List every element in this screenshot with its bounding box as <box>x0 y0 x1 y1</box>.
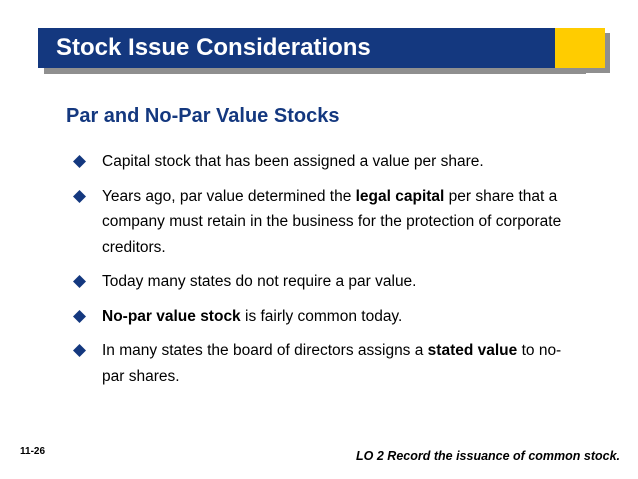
bullet-text-segment: Today many states do not require a par value. <box>102 273 417 290</box>
bullet-text-segment: Capital stock that has been assigned a value per share. <box>102 153 484 170</box>
bullet-item <box>70 338 580 389</box>
diamond-bullet-icon <box>73 344 86 357</box>
bullet-text-segment: to no-par shares. <box>102 342 562 385</box>
bullet-text <box>102 342 561 385</box>
bold-term: No-par value stock <box>102 307 241 325</box>
diamond-bullet-icon <box>73 155 86 168</box>
diamond-bullet-icon <box>73 275 86 288</box>
bullet-text-segment: is fairly common today. <box>240 307 403 325</box>
bullet-item <box>70 184 580 261</box>
bullet-item <box>70 269 580 295</box>
learning-objective-footer: LO 2 Record the issuance of common stock. <box>356 449 620 463</box>
bullet-text-segment: Years ago, par value determined the <box>102 187 356 205</box>
bullet-text <box>102 188 561 256</box>
diamond-bullet-icon <box>73 310 86 323</box>
bullet-item <box>70 149 580 175</box>
accent-box <box>555 28 605 68</box>
slide-subtitle: Par and No-Par Value Stocks <box>66 105 340 127</box>
bullet-text <box>102 153 484 170</box>
bullet-item <box>70 304 580 330</box>
title-bar <box>38 28 580 68</box>
bullet-text-segment: per share that a company must retain in the business for the protection of corporate creditors. <box>102 187 562 256</box>
bold-term: legal capital <box>355 187 445 205</box>
bold-term: stated value <box>427 342 518 359</box>
slide-title: Stock Issue Considerations <box>56 34 371 61</box>
bullet-text <box>102 308 402 325</box>
bullet-text-segment: In many states the board of directors assigns a <box>102 342 428 359</box>
bullet-text <box>102 273 417 290</box>
diamond-bullet-icon <box>73 190 86 203</box>
bullet-list <box>70 149 580 398</box>
slide-number: 11-26 <box>20 446 46 457</box>
